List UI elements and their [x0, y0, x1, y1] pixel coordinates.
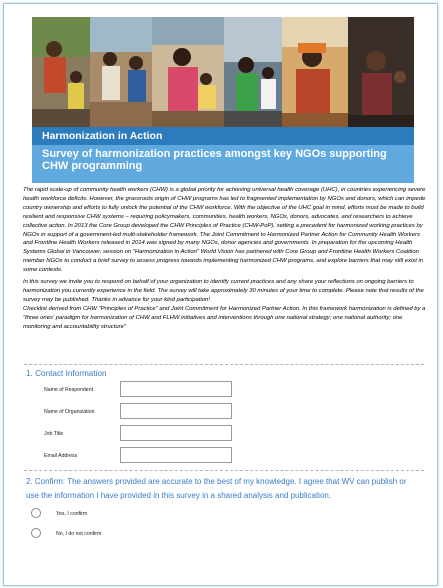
organization-name-label: Name of Organization: [44, 409, 95, 415]
intro-paragraph-2: In this survey we invite you to respond on behalf of your organization to identify current practices and any share your reflections on ongoing barriers to harmonization you currently experience in the field. The survey will take approximately 30 minutes of your time to complete. Please note that results of the survey may be published. Thanks in advance for your kind participation!: [23, 279, 424, 303]
confirm-yes-label[interactable]: Yes, I confirm: [56, 511, 88, 517]
survey-title: Survey of harmonization practices amongst key NGOs supporting CHW programming: [32, 145, 414, 183]
job-title-label: Job Title: [44, 431, 64, 437]
intro-paragraph-1: The rapid scale-up of community health workers (CHW) is a global priority for achieving universal health coverage (UHC), in countries experiencing severe health workforce deficits. However, the grassroots origin of CHW programs has led to fragmented implementation by NGOs and donors, which can impede country ownership and efforts to fully unlock the potential of the CHW workforce. With the objective of the UHC goal in mind, efforts must be made to build resilient and responsive CHW systems – requiring policymakers, communities, health workers, NGOs, donors, advocates, and researchers to achieve collective action. In 2013 the Core Group developed the CHW Principles of Practice (CHW-PoP), setting a precedent for harmonized working practices by NGOs in support of a government-led multi-stakeholder framework. The Joint Commitment to Harmonized Partner Action for Community Health Workers and Frontline Health Workers released in 2014 was signed by many NGOs, donor agencies and governments. In preparation for the upcoming Health Systems Global in Vancouver, session on "Harmonization in Action" World Vision has partnered with Core Group and Frontline Health Workers Coalition member NGOs to conduct a brief survey to assess progress towards implementing harmonized CHW programs, and explore barriers that may still exist in some contexts.: [23, 187, 426, 274]
survey-page: [3, 3, 438, 586]
photo-banner: [32, 17, 414, 127]
header-title-bar: Harmonization in Action: [32, 127, 414, 145]
respondent-name-label: Name of Respondent: [44, 387, 94, 393]
section-divider: [24, 470, 424, 472]
confirm-no-label[interactable]: No, I do not confirm: [56, 531, 102, 537]
email-address-label: Email Address: [44, 453, 78, 459]
respondent-name-input[interactable]: [120, 381, 232, 397]
contact-section-title: 1. Contact Information: [26, 369, 107, 378]
photo-collage: [32, 17, 414, 127]
confirm-yes-radio[interactable]: [31, 508, 41, 518]
confirm-no-radio[interactable]: [31, 528, 41, 538]
confirm-question: 2. Confirm: The answers provided are accurate to the best of my knowledge. I agree that WV can publish or use the information I have provided in this survey in a shared analysis and publication.: [26, 477, 407, 500]
intro-text: [23, 186, 428, 335]
intro-paragraph-3: Checklist derived from CHW "Principles of Practice" and Joint Commitment for Harmonized Partner Action. In this framework harmonization is defined by a "three ones' paradigm for harmonization of CHW and FLHW initiatives and interventions through one national strategy; one national authority; one monitoring and accountability structure": [23, 305, 426, 330]
job-title-input[interactable]: [120, 425, 232, 441]
section-divider: [24, 364, 424, 366]
email-address-input[interactable]: [120, 447, 232, 463]
organization-name-input[interactable]: [120, 403, 232, 419]
